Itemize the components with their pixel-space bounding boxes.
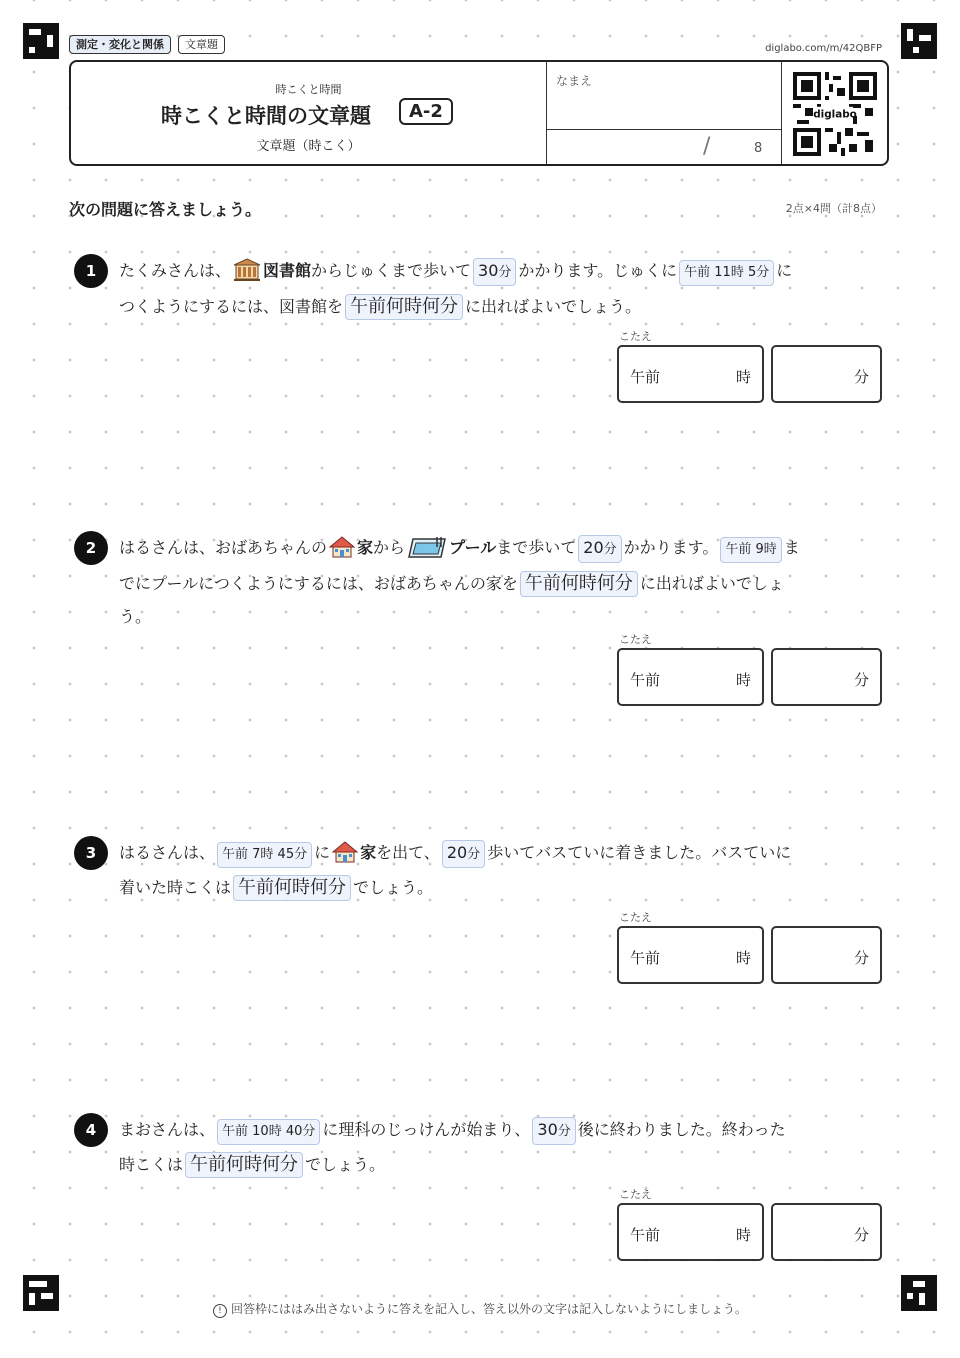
- text: からじゅくまで歩いて: [311, 261, 472, 280]
- divider: [546, 62, 547, 164]
- text: 歩いてバスていに着きました。バスていに: [487, 843, 792, 862]
- text: に理科のじっけんが始まり、: [322, 1120, 531, 1139]
- text: はるさんは、: [119, 843, 216, 862]
- text: たくみさんは、: [119, 261, 232, 280]
- site-url[interactable]: diglabo.com/m/42QBFP: [765, 43, 882, 54]
- duration-highlight: 20分: [442, 840, 485, 868]
- duration-highlight: 30分: [473, 258, 516, 286]
- name-field-label: なまえ: [556, 74, 593, 88]
- house-icon: [332, 840, 358, 871]
- text: に出ればよいでしょう。: [465, 297, 642, 316]
- question-text: [119, 535, 800, 566]
- time-highlight: 午前 11時 5分: [679, 260, 774, 286]
- answer-minute-box[interactable]: [771, 926, 882, 984]
- question-text: [119, 1152, 385, 1178]
- category-tag: 測定・変化と関係: [69, 35, 171, 54]
- text: かかります。: [623, 538, 719, 557]
- text: まで歩いて: [496, 538, 577, 557]
- place-name: 図書館: [263, 261, 312, 280]
- score-total: 8: [754, 141, 763, 156]
- prefix-label: 午前: [630, 1226, 661, 1244]
- text: つくようにするには、図書館を: [119, 297, 344, 316]
- question-number: 3: [74, 836, 108, 870]
- prefix-label: 午前: [630, 671, 661, 689]
- minute-unit: 分: [853, 1226, 869, 1244]
- answer-minute-box[interactable]: [771, 648, 882, 706]
- prefix-label: 午前: [630, 949, 661, 967]
- question-text: [119, 875, 433, 901]
- answer-hour-box[interactable]: [617, 648, 764, 706]
- answer-label: こたえ: [619, 911, 652, 924]
- answer-hour-box[interactable]: [617, 345, 764, 403]
- corner-marker-top-left: [23, 23, 59, 59]
- text: を出て、: [376, 843, 440, 862]
- question-number: 1: [74, 254, 108, 288]
- question-text: [119, 605, 151, 629]
- ask-highlight: 午前何時何分: [185, 1152, 303, 1178]
- minute-unit: 分: [853, 949, 869, 967]
- pool-icon: [407, 535, 447, 566]
- hour-unit: 時: [735, 1226, 751, 1244]
- text: から: [373, 538, 406, 557]
- prefix-label: 午前: [630, 368, 661, 386]
- time-highlight: 午前 9時: [720, 537, 781, 563]
- house-icon: [329, 535, 355, 566]
- duration-highlight: 20分: [578, 535, 621, 563]
- text: に: [776, 261, 793, 280]
- place-name: 家: [357, 538, 374, 557]
- text: う。: [119, 607, 152, 626]
- level-badge: A-2: [399, 98, 453, 125]
- text: かかります。じゅくに: [518, 261, 678, 280]
- qr-code-icon[interactable]: [793, 72, 877, 156]
- hour-unit: 時: [735, 671, 751, 689]
- ask-highlight: 午前何時何分: [520, 571, 638, 597]
- ask-highlight: 午前何時何分: [233, 875, 351, 901]
- text: でにプールにつくようにするには、おばあちゃんの家を: [119, 574, 518, 593]
- library-icon: [233, 258, 261, 289]
- text: 後に終わりました。終わった: [577, 1120, 786, 1139]
- worksheet-header: [69, 60, 889, 166]
- text: に出ればよいでしょ: [639, 574, 784, 593]
- text: に: [314, 843, 331, 862]
- minute-unit: 分: [853, 368, 869, 386]
- duration-highlight: 30分: [532, 1117, 575, 1145]
- answer-label: こたえ: [619, 1188, 652, 1201]
- text: でしょう。: [353, 878, 434, 897]
- time-highlight: 午前 7時 45分: [217, 842, 312, 868]
- hour-unit: 時: [735, 949, 751, 967]
- instruction: 次の問題に答えましょう。: [69, 200, 262, 219]
- info-icon: !: [213, 1304, 227, 1318]
- footer-note: [0, 1300, 960, 1318]
- page-title: 時こくと時間の文章題: [161, 104, 371, 128]
- footer-text: 回答枠にははみ出さないように答えを記入し、答え以外の文字は記入しないようにしましょう。: [230, 1302, 747, 1316]
- place-name: 家: [360, 843, 377, 862]
- question-text: [119, 258, 792, 289]
- question-number: 2: [74, 531, 108, 565]
- answer-label: こたえ: [619, 633, 652, 646]
- question-text: [119, 840, 791, 871]
- text: 着いた時こくは: [119, 878, 232, 897]
- question-number: 4: [74, 1113, 108, 1147]
- answer-label: こたえ: [619, 330, 652, 343]
- text: 時こくは: [119, 1155, 184, 1174]
- qr-label: diglabo: [813, 108, 857, 121]
- header-subtitle: 時こくと時間: [275, 83, 342, 96]
- place-name: プール: [449, 538, 497, 557]
- time-highlight: 午前 10時 40分: [217, 1119, 320, 1145]
- text: ま: [783, 538, 800, 557]
- divider: [546, 129, 781, 130]
- divider: [781, 62, 782, 164]
- corner-marker-top-right: [901, 23, 937, 59]
- header-category: 文章題（時こく）: [256, 139, 361, 154]
- question-text: [119, 294, 641, 320]
- question-text: [119, 571, 784, 597]
- text: まおさんは、: [119, 1120, 216, 1139]
- type-tag: 文章題: [178, 35, 225, 54]
- text: でしょう。: [305, 1155, 386, 1174]
- answer-minute-box[interactable]: [771, 1203, 882, 1261]
- answer-minute-box[interactable]: [771, 345, 882, 403]
- ask-highlight: 午前何時何分: [345, 294, 463, 320]
- text: はるさんは、おばあちゃんの: [119, 538, 328, 557]
- answer-hour-box[interactable]: [617, 1203, 764, 1261]
- minute-unit: 分: [853, 671, 869, 689]
- points-info: 2点×4問（計8点）: [785, 202, 882, 215]
- title-area: [71, 62, 546, 164]
- hour-unit: 時: [735, 368, 751, 386]
- answer-hour-box[interactable]: [617, 926, 764, 984]
- score-slash: /: [703, 134, 711, 159]
- question-text: [119, 1117, 786, 1145]
